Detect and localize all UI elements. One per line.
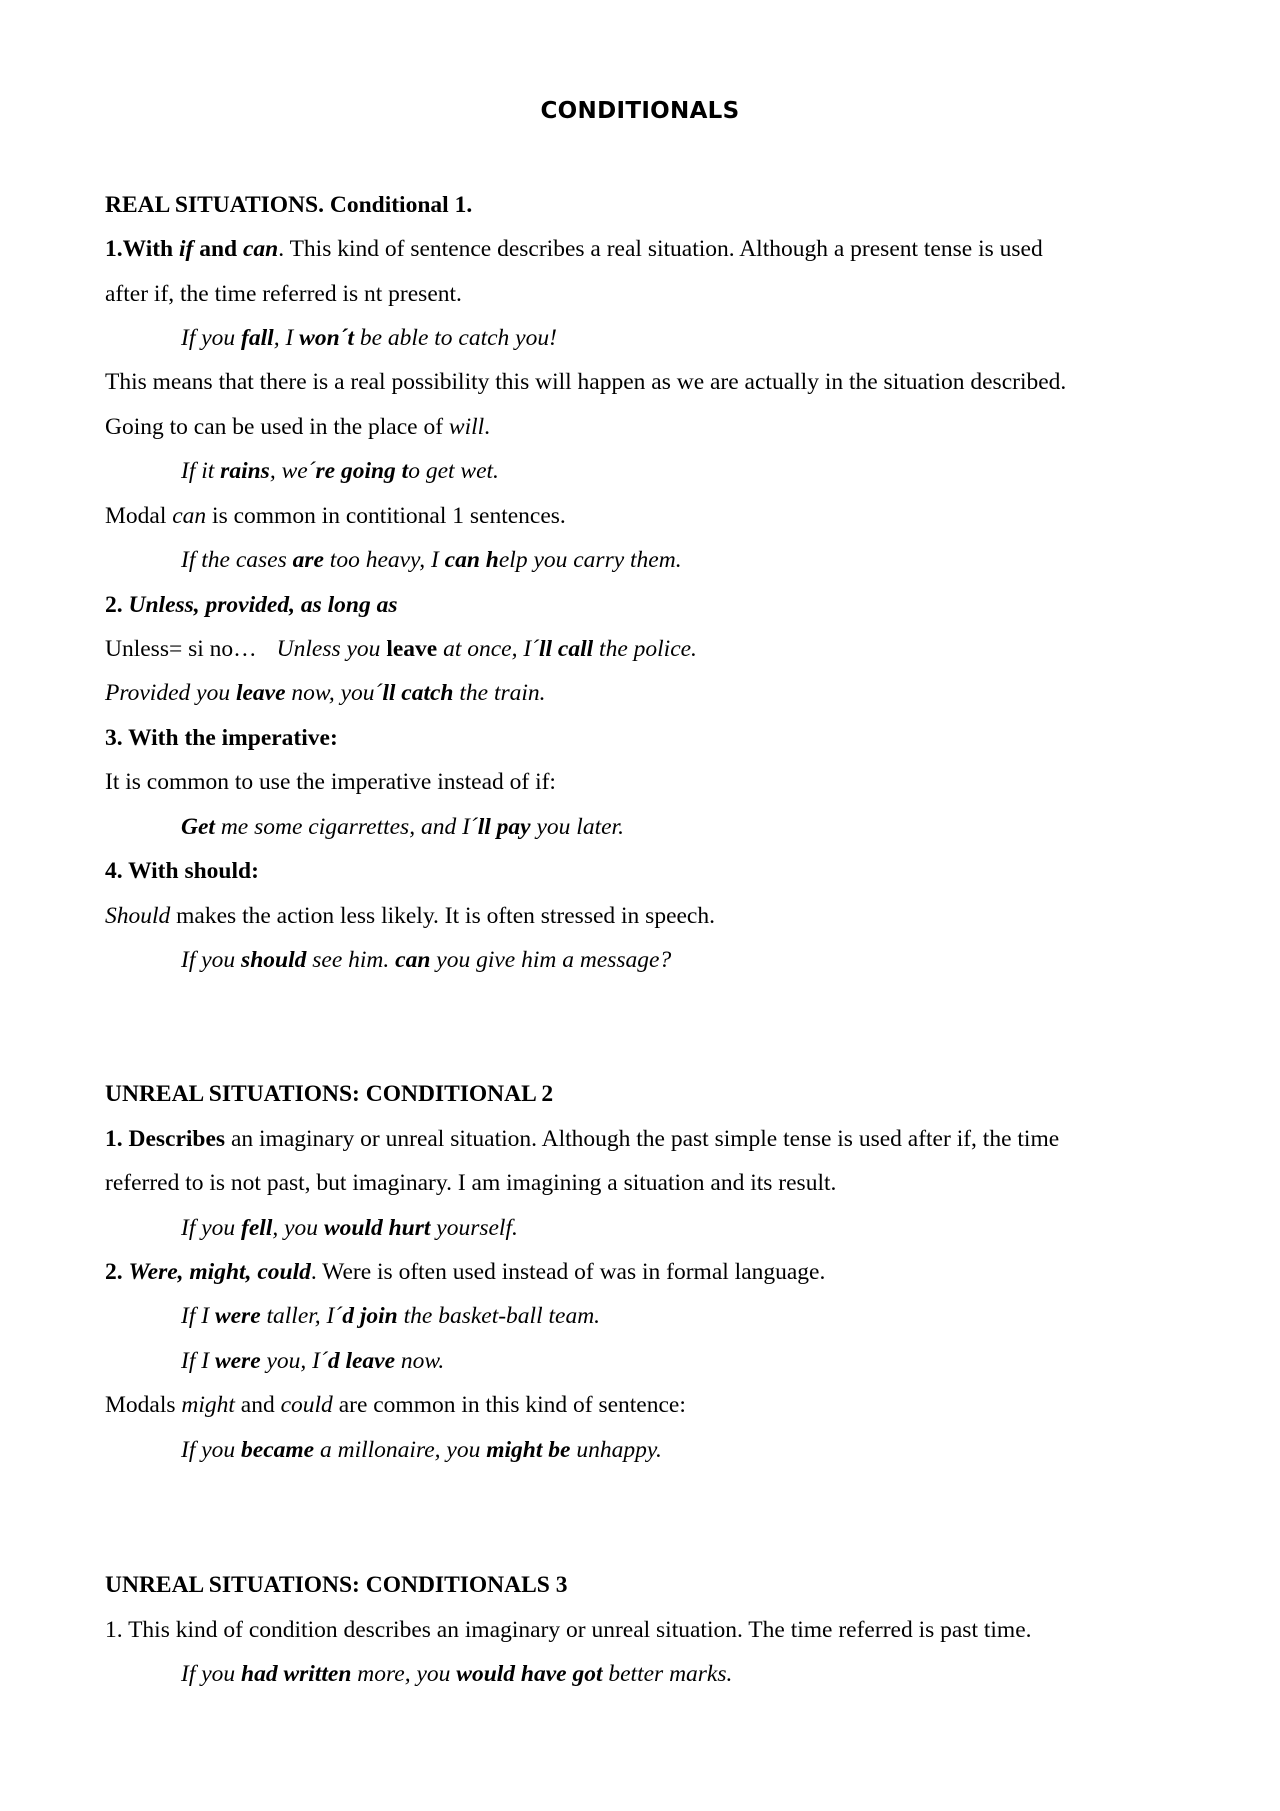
emphasis: might be [486, 1437, 571, 1463]
section2-paragraph2 [105, 1257, 825, 1287]
paragraph-text: . This kind of sentence describes a real situation. Although a present tense is used [278, 236, 1043, 262]
example-sentence [181, 1213, 518, 1243]
text: are common in this kind of sentence: [332, 1392, 686, 1418]
section1-subheading3: 3. With the imperative: [105, 725, 338, 751]
emphasis: leave [386, 636, 438, 662]
text: Going to can be used in the place of [105, 414, 449, 440]
text: Unless= si no… [105, 636, 257, 662]
emphasis: re going t [315, 458, 409, 484]
emphasis: would have got [456, 1661, 603, 1687]
example-sentence [181, 1435, 662, 1465]
text: , we´ [269, 458, 316, 484]
text: , I [273, 325, 300, 351]
example-sentence [181, 323, 557, 353]
section1-paragraph3 [105, 412, 490, 442]
text: yourself. [430, 1215, 518, 1241]
emphasis: can [395, 947, 431, 973]
example-sentence [181, 1659, 732, 1689]
text: too heavy, I [323, 547, 445, 573]
example-text: at once, I´ [437, 636, 539, 662]
text: If I [181, 1303, 215, 1329]
emphasis: fall [241, 325, 274, 351]
text: . [484, 414, 491, 440]
keyword-can: can [243, 236, 279, 262]
text: If you [181, 325, 242, 351]
emphasis: d join [342, 1303, 398, 1329]
subheading-text: Unless, provided, as long as [128, 592, 398, 618]
keywords: Were, might, could [128, 1259, 311, 1285]
item-number: 1. Describes [105, 1126, 226, 1152]
text: better marks. [602, 1661, 733, 1687]
keyword-and: and [193, 236, 243, 262]
emphasis: became [241, 1437, 315, 1463]
paragraph-text: an imaginary or unreal situation. Although the past simple tense is used after if, the time [225, 1126, 1060, 1152]
text: If it [181, 458, 221, 484]
example-text: Unless you [276, 636, 387, 662]
emphasis: d leave [327, 1348, 396, 1374]
section3-paragraph1: 1. This kind of condition describes an imaginary or unreal situation. The time referred is past time. [105, 1617, 1032, 1643]
keyword: could [280, 1392, 333, 1418]
text: now. [395, 1348, 445, 1374]
section1-subheading2 [105, 590, 397, 620]
emphasis: leave [235, 680, 286, 706]
keyword: can [172, 503, 207, 529]
example-sentence [181, 1301, 600, 1331]
emphasis: rains [220, 458, 270, 484]
section1-paragraph6 [105, 678, 546, 708]
text: Modals [105, 1392, 182, 1418]
text: Modal [105, 503, 173, 529]
emphasis: fell [241, 1215, 273, 1241]
example-sentence [181, 1346, 444, 1376]
text: If I [181, 1348, 215, 1374]
text: the train. [453, 680, 546, 706]
emphasis: had written [241, 1661, 352, 1687]
emphasis: are [292, 547, 324, 573]
example-sentence [181, 812, 624, 842]
text: If you [181, 1437, 242, 1463]
text: the basket-ball team. [397, 1303, 601, 1329]
page-title: CONDITIONALS [540, 98, 740, 124]
item-number: 2. [105, 592, 129, 618]
example-sentence [181, 945, 671, 975]
text: unhappy. [570, 1437, 662, 1463]
text: see him. [306, 947, 396, 973]
section1-paragraph2: This means that there is a real possibility this will happen as we are actually in the situation described. [105, 369, 1067, 395]
section1-paragraph8 [105, 901, 715, 931]
section1-paragraph7: It is common to use the imperative instead of if: [105, 769, 556, 795]
section2-paragraph1-line1 [105, 1124, 1059, 1154]
text: you, I´ [260, 1348, 328, 1374]
section3-heading: UNREAL SITUATIONS: CONDITIONALS 3 [105, 1572, 568, 1598]
emphasis: ll catch [382, 680, 454, 706]
section2-heading: UNREAL SITUATIONS: CONDITIONAL 2 [105, 1081, 554, 1107]
text: more, you [351, 1661, 457, 1687]
keyword: might [181, 1392, 235, 1418]
item-number: 2. [105, 1259, 129, 1285]
example-text: the police. [593, 636, 697, 662]
text: makes the action less likely. It is often stressed in speech. [170, 903, 715, 929]
text: a millonaire, you [314, 1437, 487, 1463]
text: you later. [530, 814, 624, 840]
text: If you [181, 1661, 242, 1687]
example-sentence [181, 456, 499, 486]
item-number: 1.With [105, 236, 179, 262]
keyword-if: if [179, 236, 194, 262]
section2-paragraph1-line2: referred to is not past, but imaginary. I am imagining a situation and its result. [105, 1170, 837, 1196]
example-sentence [181, 545, 682, 575]
text: , you [272, 1215, 324, 1241]
text: and [234, 1392, 281, 1418]
text: now, you´ [285, 680, 383, 706]
section1-paragraph5 [105, 634, 697, 664]
emphasis: would hurt [323, 1215, 431, 1241]
keyword: Should [105, 903, 171, 929]
emphasis: were [214, 1348, 261, 1374]
emphasis: were [214, 1303, 261, 1329]
text: be able to catch you! [354, 325, 557, 351]
text: o get wet. [408, 458, 499, 484]
emphasis: ll call [539, 636, 594, 662]
emphasis: won´t [299, 325, 354, 351]
text: If you [181, 1215, 242, 1241]
text: If you [181, 947, 242, 973]
section1-paragraph1-line1 [105, 234, 1043, 264]
text: is common in contitional 1 sentences. [206, 503, 566, 529]
section1-subheading4: 4. With should: [105, 858, 259, 884]
emphasis: Get [181, 814, 215, 840]
section2-paragraph3 [105, 1390, 686, 1420]
text: me some cigarrettes, and I´ [214, 814, 478, 840]
section1-paragraph4 [105, 501, 566, 531]
keyword: will [448, 414, 485, 440]
section1-heading: REAL SITUATIONS. Conditional 1. [105, 192, 473, 218]
emphasis: can h [444, 547, 499, 573]
text: If the cases [181, 547, 293, 573]
text: you give him a message? [430, 947, 672, 973]
emphasis: ll pay [477, 814, 531, 840]
text: elp you carry them. [498, 547, 682, 573]
section1-paragraph1-line2: after if, the time referred is nt present. [105, 281, 462, 307]
text: Provided you [105, 680, 236, 706]
text: . Were is often used instead of was in formal language. [310, 1259, 826, 1285]
text: taller, I´ [260, 1303, 343, 1329]
emphasis: should [241, 947, 307, 973]
